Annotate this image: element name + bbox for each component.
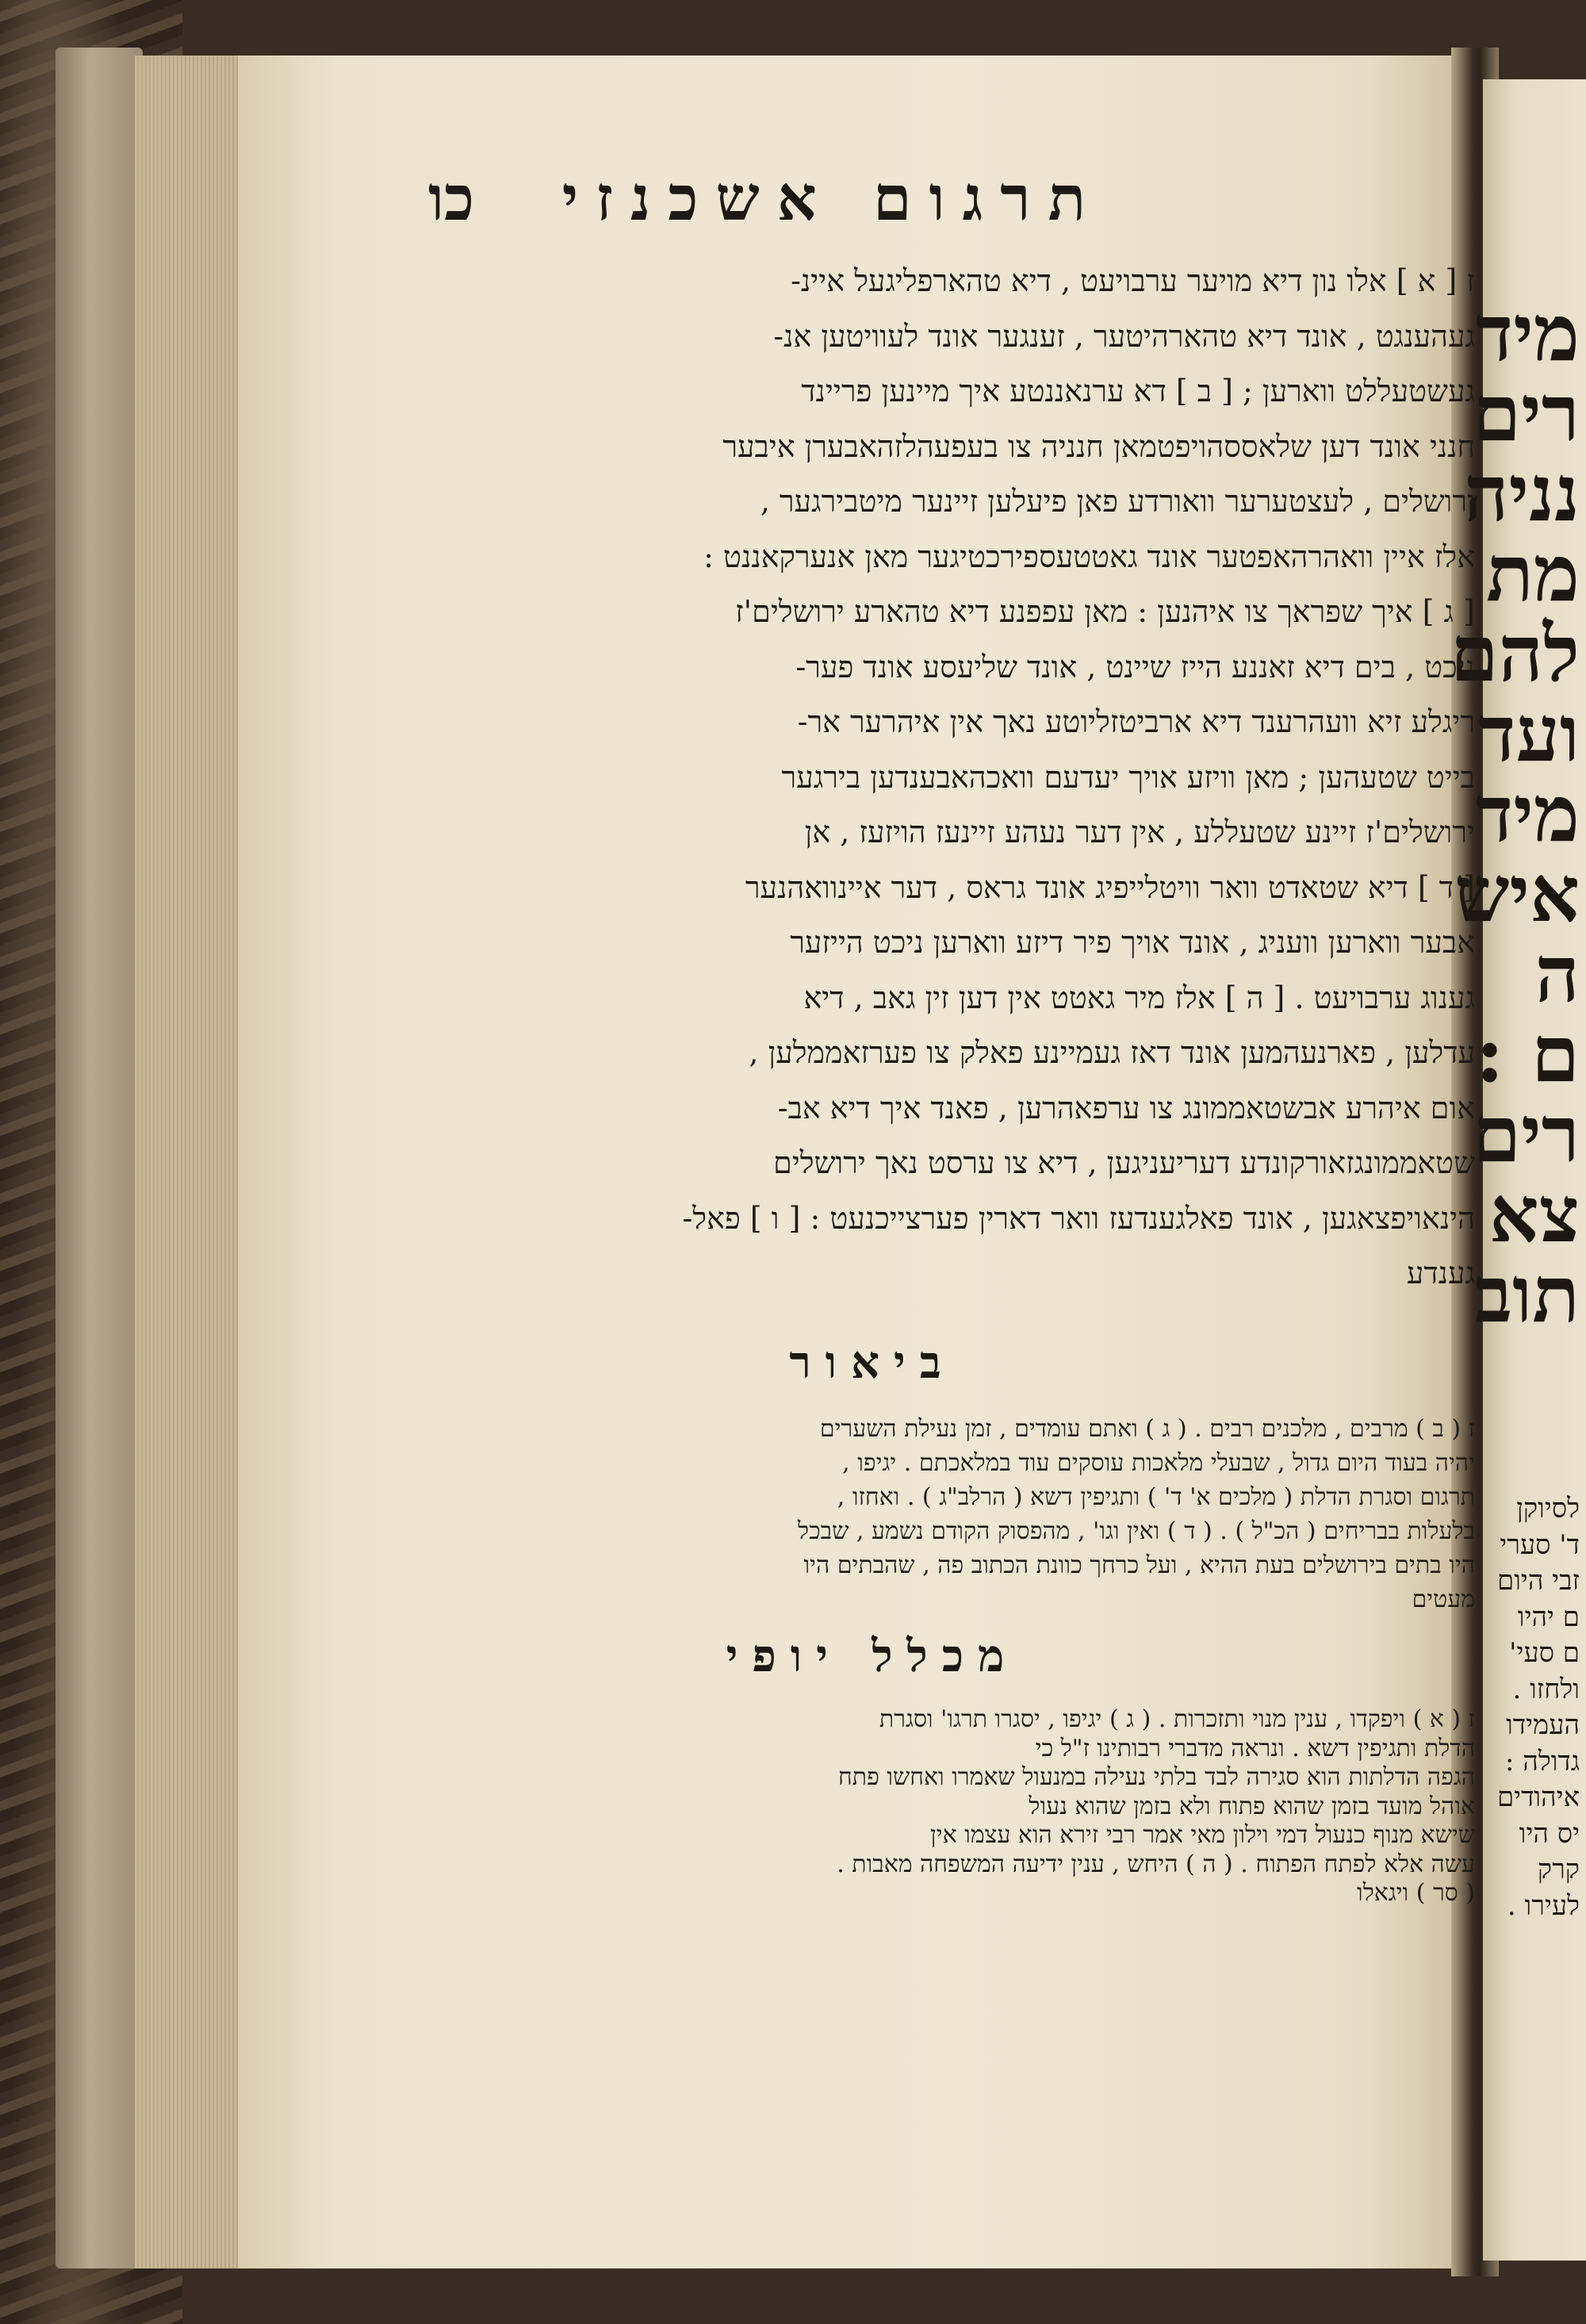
- facing-page-line: צא: [1488, 1169, 1580, 1260]
- facing-page-line: קרק: [1537, 1854, 1580, 1885]
- facing-page-line: ם יהיו: [1517, 1601, 1580, 1633]
- page-number: כו: [428, 163, 475, 235]
- text-line: ירושלים , לעצטערער וואורדע פאן פיעלען זיינער מיטבירגער ,: [760, 484, 1475, 519]
- facing-page-line: רים: [1473, 368, 1580, 459]
- text-line: היו בתים בירושלים בעת ההיא , ועל כרחך כוונת הכתוב פה , שהבתים היו: [803, 1551, 1475, 1579]
- text-line: אלז איין וואהרהאפטער אונד גאטטעספירכטיגער מאן אנערקאננט :: [703, 539, 1475, 574]
- facing-page-line: זבי היום: [1497, 1565, 1580, 1597]
- page-edges: [135, 56, 246, 2268]
- facing-page-fragment: [1450, 79, 1586, 2261]
- facing-page-line: מיד: [1476, 769, 1580, 860]
- text-line: מעטים: [1412, 1586, 1475, 1613]
- text-line: עדלען , פארנעהמען אונד דאז געמיינע פאלק צו פערזאממלען ,: [749, 1035, 1475, 1070]
- text-line: געשטעללט ווארען ; [ ב ] דא ערנאננטע איך מיינען פריינד: [801, 374, 1475, 408]
- facing-page-line: לעירו .: [1507, 1889, 1580, 1922]
- facing-page-line: איש: [1454, 849, 1580, 940]
- text-line: ניכט , בים דיא זאננע הייז שיינט , אונד שליעסע אונד פער-: [795, 649, 1475, 685]
- facing-page-line: מיד: [1476, 288, 1580, 379]
- text-line: הדלת ותגיפין דשא . ונראה מדברי רבותינו ז"ל כי: [1035, 1734, 1475, 1762]
- facing-page-line: העמידו: [1506, 1709, 1580, 1741]
- text-line: ( סר ) ויגאלו: [1357, 1879, 1475, 1907]
- biur-heading: ביאור: [789, 1336, 956, 1389]
- facing-page-line: ולחזו .: [1512, 1673, 1580, 1705]
- text-line: ירושלים'ז זיינע שטעללע , אין דער נעהע זיינעז הויזעז , אן: [804, 815, 1475, 849]
- facing-page-line: תוב: [1474, 1249, 1580, 1340]
- running-header: תרגום אשכנזי: [561, 163, 1104, 235]
- facing-page-line: ם סעי': [1509, 1637, 1580, 1669]
- text-line: ז ( א ) ויפקדו , ענין מנוי ותזכרות . ( ג ) יגיפו , יסגרו תרגו' וסגרת: [879, 1705, 1475, 1733]
- text-line: [ ג ] איך שפראך צו איהנען : מאן עפפנע דיא טהארע ירושלים'ז: [735, 594, 1475, 629]
- text-line: בייט שטעהען ; מאן וויזע אויך יעדעם וואכהאבענדען בירגער: [781, 759, 1475, 795]
- facing-page-line: ה: [1534, 929, 1580, 1020]
- text-line: געהענגט , אונד דיא טהארהיטער , זענגער אונד לעוויטען אנ-: [773, 318, 1475, 354]
- biur-commentary: [381, 1412, 1475, 1616]
- text-line: אוהל מועד בזמן שהוא פתוח ולא בזמן שהוא נעול: [1029, 1792, 1475, 1820]
- text-line: ז [ א ] אלו נון דיא מויער ערבויעט , דיא טהארפליגעל איינ-: [791, 263, 1475, 298]
- text-line: חנני אונד דען שלאססהויפטמאן חנניה צו בעפעהלזהאבערן איבער: [722, 428, 1475, 464]
- facing-page-line: גדולה :: [1505, 1745, 1580, 1778]
- facing-page-line: ם :: [1475, 1009, 1580, 1100]
- facing-page-line: ועד: [1478, 688, 1580, 780]
- text-line: גענדע: [1406, 1256, 1475, 1290]
- text-line: תרגום וסגרת הדלת ( מלכים א' ד' ) ותגיפין דשא ( הרלב"ג ) . ואחזו ,: [837, 1483, 1475, 1511]
- facing-page-line: להם: [1450, 608, 1580, 700]
- text-line: ריגלע זיא וועהרענד דיא ארביטזליוטע נאך אין איהרער אר-: [797, 704, 1475, 739]
- facing-page-line: מת: [1486, 528, 1580, 619]
- facing-page-line: נניה: [1464, 448, 1580, 539]
- facing-page-line: ד' סערי: [1500, 1528, 1580, 1561]
- text-line: שישא מנוף כנעול דמי וילון מאי אמר רבי זירא הוא עצמו אין: [930, 1821, 1475, 1849]
- text-line: שטאממונגזאורקונדע דעריעניגען , דיא צו ערסט נאך ירושלים: [773, 1145, 1475, 1180]
- text-line: בלעלות בבריחים ( הכ"ל ) . ( ד ) ואין וגו' , מהפסוק הקודם נשמע , שבכל: [797, 1517, 1475, 1545]
- facing-page-small-text: [1497, 1491, 1580, 1924]
- facing-page-line: לסיוקן: [1516, 1493, 1580, 1524]
- text-line: עשה אלא לפתח הפתוח . ( ה ) היחש , ענין ידיעה המשפחה מאבות .: [837, 1850, 1475, 1878]
- text-line: אבער ווארען וועניג , אונד אויך פיר דיזע ווארען ניכט הייזער: [790, 925, 1475, 960]
- text-line: גענוג ערבויעט . [ ה ] אלז מיר גאטט אין דען זין גאב , דיא: [803, 980, 1475, 1015]
- facing-page-line: איהודים: [1496, 1781, 1580, 1813]
- text-line: [ ד ] דיא שטאדט וואר וויטלייפיג אונד גראס , דער איינוואהנער: [745, 869, 1475, 905]
- facing-page-line: יס היו: [1519, 1817, 1580, 1850]
- text-line: יהיה בעוד היום גדול , שבעלי מלאכות עוסקים עוד במלאכתם . יגיפו ,: [842, 1449, 1475, 1477]
- text-line: הינאויפצאגען , אונד פאלגענדעז וואר דארין פערצייכנעט : [ ו ] פאל-: [682, 1200, 1475, 1236]
- text-line: אום איהרע אבשטאממונג צו ערפאהרען , פאנד איך דיא אב-: [777, 1090, 1475, 1126]
- translation-text-block: [381, 254, 1475, 1302]
- book-spine-edge: [56, 48, 143, 2268]
- facing-page-line: רים: [1473, 1089, 1580, 1180]
- text-line: ז ( ב ) מרבים , מלכנים רבים . ( ג ) ואתם עומדים , זמן נעילת השערים: [819, 1415, 1475, 1443]
- mikhlal-yofi-heading: מכלל יופי: [726, 1630, 1019, 1682]
- text-line: הגפה הדלתות הוא סגירה לבד בלתי נעילה במנעול שאמרו ואחשו פתח: [838, 1763, 1475, 1791]
- mikhlal-yofi-commentary: [381, 1705, 1475, 1908]
